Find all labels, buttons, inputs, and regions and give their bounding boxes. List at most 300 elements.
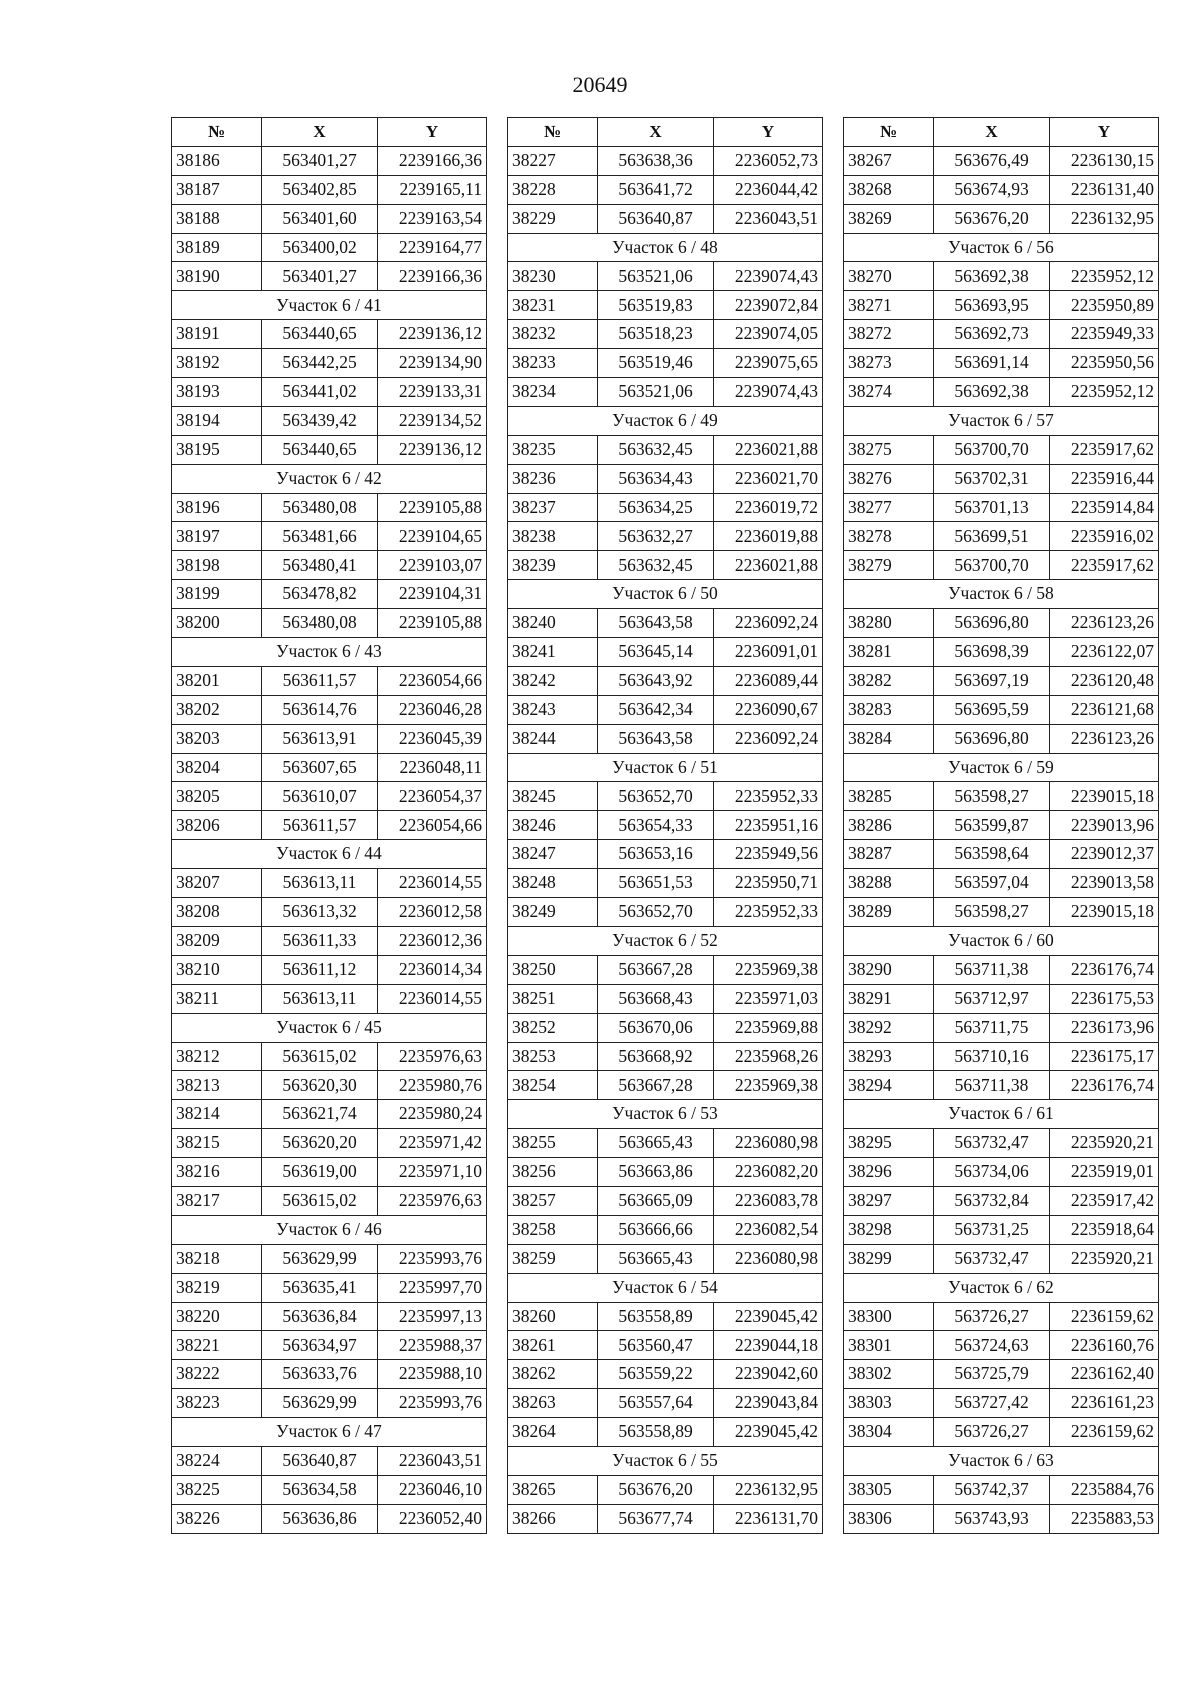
table-row [172,1389,487,1418]
table-row [172,320,487,349]
y-coordinate-cell: 2239105,88 [378,493,487,522]
x-coordinate-cell: 563743,93 [934,1504,1050,1533]
y-coordinate-cell: 2239074,43 [714,262,823,291]
table-row [172,1186,487,1215]
y-coordinate-cell: 2236162,40 [1050,1360,1159,1389]
y-coordinate-cell: 2236082,54 [714,1215,823,1244]
x-coordinate-cell: 563611,33 [262,926,378,955]
y-coordinate-cell: 2235916,02 [1050,522,1159,551]
y-coordinate-cell: 2236046,10 [378,1475,487,1504]
y-coordinate-cell: 2235993,76 [378,1244,487,1273]
section-label: Участок 6 / 43 [172,638,487,667]
point-number-cell: 38242 [508,666,598,695]
table-row [844,984,1159,1013]
table-header-row [172,118,487,147]
x-coordinate-cell: 563695,59 [934,695,1050,724]
point-number-cell: 38259 [508,1244,598,1273]
y-coordinate-cell: 2236090,67 [714,695,823,724]
point-number-cell: 38251 [508,984,598,1013]
y-coordinate-cell: 2235952,33 [714,782,823,811]
x-coordinate-cell: 563712,97 [934,984,1050,1013]
table-row [844,898,1159,927]
y-coordinate-cell: 2236175,53 [1050,984,1159,1013]
point-number-cell: 38263 [508,1389,598,1418]
y-coordinate-cell: 2235988,37 [378,1331,487,1360]
x-coordinate-cell: 563400,02 [262,233,378,262]
y-coordinate-cell: 2235952,33 [714,898,823,927]
table-row [844,146,1159,175]
section-row [508,753,823,782]
table-body [172,146,487,1533]
table-row [172,378,487,407]
point-number-cell: 38283 [844,695,934,724]
x-coordinate-cell: 563480,08 [262,493,378,522]
y-coordinate-cell: 2236132,95 [1050,204,1159,233]
coordinates-table-3 [843,117,1159,1534]
x-coordinate-cell: 563439,42 [262,406,378,435]
x-coordinate-cell: 563667,28 [598,1071,714,1100]
point-number-cell: 38216 [172,1158,262,1187]
x-coordinate-cell: 563696,80 [934,724,1050,753]
coordinates-table-2 [507,117,823,1534]
table-row [844,349,1159,378]
x-coordinate-cell: 563665,09 [598,1186,714,1215]
table-row [508,1129,823,1158]
point-number-cell: 38295 [844,1129,934,1158]
section-row [508,580,823,609]
table-row [844,840,1159,869]
table-row [172,1360,487,1389]
table-row [844,1186,1159,1215]
x-coordinate-cell: 563607,65 [262,753,378,782]
section-label: Участок 6 / 50 [508,580,823,609]
y-coordinate-cell: 2236092,24 [714,724,823,753]
x-coordinate-cell: 563734,06 [934,1158,1050,1187]
x-coordinate-cell: 563692,73 [934,320,1050,349]
table-row [508,1302,823,1331]
x-coordinate-cell: 563697,19 [934,666,1050,695]
coordinates-table-1 [171,117,487,1534]
x-coordinate-cell: 563641,72 [598,175,714,204]
y-coordinate-cell: 2236044,42 [714,175,823,204]
y-coordinate-cell: 2236123,26 [1050,609,1159,638]
point-number-cell: 38224 [172,1446,262,1475]
y-coordinate-cell: 2236014,55 [378,869,487,898]
y-coordinate-cell: 2235976,63 [378,1186,487,1215]
column-header-y: Y [1050,118,1159,147]
point-number-cell: 38298 [844,1215,934,1244]
x-coordinate-cell: 563726,27 [934,1418,1050,1447]
table-row [844,1158,1159,1187]
x-coordinate-cell: 563634,97 [262,1331,378,1360]
x-coordinate-cell: 563674,93 [934,175,1050,204]
point-number-cell: 38219 [172,1273,262,1302]
table-row [508,1475,823,1504]
table-row [508,1042,823,1071]
x-coordinate-cell: 563692,38 [934,262,1050,291]
point-number-cell: 38218 [172,1244,262,1273]
y-coordinate-cell: 2239045,42 [714,1418,823,1447]
y-coordinate-cell: 2239136,12 [378,320,487,349]
x-coordinate-cell: 563521,06 [598,262,714,291]
point-number-cell: 38194 [172,406,262,435]
x-coordinate-cell: 563635,41 [262,1273,378,1302]
point-number-cell: 38225 [172,1475,262,1504]
table-row [844,1389,1159,1418]
x-coordinate-cell: 563643,58 [598,724,714,753]
x-coordinate-cell: 563480,41 [262,551,378,580]
y-coordinate-cell: 2235969,38 [714,955,823,984]
x-coordinate-cell: 563666,66 [598,1215,714,1244]
section-label: Участок 6 / 46 [172,1215,487,1244]
table-row [172,406,487,435]
x-coordinate-cell: 563402,85 [262,175,378,204]
table-row [844,320,1159,349]
table-row [508,869,823,898]
point-number-cell: 38240 [508,609,598,638]
column-header-number: № [508,118,598,147]
x-coordinate-cell: 563560,47 [598,1331,714,1360]
y-coordinate-cell: 2236054,37 [378,782,487,811]
y-coordinate-cell: 2235920,21 [1050,1129,1159,1158]
y-coordinate-cell: 2236080,98 [714,1244,823,1273]
y-coordinate-cell: 2235993,76 [378,1389,487,1418]
section-label: Участок 6 / 58 [844,580,1159,609]
table-row [844,1042,1159,1071]
point-number-cell: 38253 [508,1042,598,1071]
point-number-cell: 38281 [844,638,934,667]
y-coordinate-cell: 2235968,26 [714,1042,823,1071]
table-row [508,782,823,811]
x-coordinate-cell: 563634,43 [598,464,714,493]
table-row [172,1475,487,1504]
x-coordinate-cell: 563654,33 [598,811,714,840]
point-number-cell: 38190 [172,262,262,291]
y-coordinate-cell: 2239013,58 [1050,869,1159,898]
table-row [508,464,823,493]
table-row [508,320,823,349]
table-row [508,1360,823,1389]
point-number-cell: 38233 [508,349,598,378]
table-row [844,175,1159,204]
table-row [844,493,1159,522]
x-coordinate-cell: 563599,87 [934,811,1050,840]
section-label: Участок 6 / 53 [508,1100,823,1129]
table-body [508,146,823,1533]
y-coordinate-cell: 2239166,36 [378,146,487,175]
point-number-cell: 38234 [508,378,598,407]
x-coordinate-cell: 563440,65 [262,320,378,349]
table-row [508,1331,823,1360]
x-coordinate-cell: 563636,86 [262,1504,378,1533]
x-coordinate-cell: 563441,02 [262,378,378,407]
point-number-cell: 38193 [172,378,262,407]
y-coordinate-cell: 2236159,62 [1050,1418,1159,1447]
table-row [508,1215,823,1244]
point-number-cell: 38290 [844,955,934,984]
y-coordinate-cell: 2235980,76 [378,1071,487,1100]
x-coordinate-cell: 563598,27 [934,782,1050,811]
y-coordinate-cell: 2239133,31 [378,378,487,407]
x-coordinate-cell: 563621,74 [262,1100,378,1129]
point-number-cell: 38208 [172,898,262,927]
point-number-cell: 38262 [508,1360,598,1389]
table-row [844,869,1159,898]
section-label: Участок 6 / 49 [508,406,823,435]
table-row [508,811,823,840]
point-number-cell: 38202 [172,695,262,724]
y-coordinate-cell: 2235950,56 [1050,349,1159,378]
x-coordinate-cell: 563668,92 [598,1042,714,1071]
section-row [844,1273,1159,1302]
point-number-cell: 38210 [172,955,262,984]
point-number-cell: 38214 [172,1100,262,1129]
table-row [172,1273,487,1302]
y-coordinate-cell: 2236021,88 [714,435,823,464]
y-coordinate-cell: 2236132,95 [714,1475,823,1504]
section-label: Участок 6 / 63 [844,1446,1159,1475]
y-coordinate-cell: 2239105,88 [378,609,487,638]
y-coordinate-cell: 2236045,39 [378,724,487,753]
table-row [172,724,487,753]
point-number-cell: 38306 [844,1504,934,1533]
x-coordinate-cell: 563665,43 [598,1244,714,1273]
x-coordinate-cell: 563726,27 [934,1302,1050,1331]
table-row [844,638,1159,667]
section-row [508,1273,823,1302]
y-coordinate-cell: 2236083,78 [714,1186,823,1215]
point-number-cell: 38246 [508,811,598,840]
column-header-y: Y [378,118,487,147]
point-number-cell: 38269 [844,204,934,233]
y-coordinate-cell: 2236173,96 [1050,1013,1159,1042]
table-row [844,551,1159,580]
section-row [844,926,1159,955]
point-number-cell: 38187 [172,175,262,204]
table-row [172,926,487,955]
x-coordinate-cell: 563442,25 [262,349,378,378]
y-coordinate-cell: 2236054,66 [378,811,487,840]
point-number-cell: 38204 [172,753,262,782]
column-header-number: № [172,118,262,147]
y-coordinate-cell: 2235919,01 [1050,1158,1159,1187]
section-row [844,1446,1159,1475]
x-coordinate-cell: 563698,39 [934,638,1050,667]
section-row [172,1418,487,1447]
x-coordinate-cell: 563702,31 [934,464,1050,493]
table-row [508,724,823,753]
x-coordinate-cell: 563614,76 [262,695,378,724]
table-row [844,1504,1159,1533]
table-header-row [508,118,823,147]
point-number-cell: 38260 [508,1302,598,1331]
y-coordinate-cell: 2235917,62 [1050,435,1159,464]
y-coordinate-cell: 2235950,71 [714,869,823,898]
point-number-cell: 38217 [172,1186,262,1215]
x-coordinate-cell: 563711,75 [934,1013,1050,1042]
x-coordinate-cell: 563521,06 [598,378,714,407]
y-coordinate-cell: 2239136,12 [378,435,487,464]
x-coordinate-cell: 563519,83 [598,291,714,320]
table-row [508,175,823,204]
point-number-cell: 38211 [172,984,262,1013]
y-coordinate-cell: 2236043,51 [378,1446,487,1475]
point-number-cell: 38285 [844,782,934,811]
point-number-cell: 38201 [172,666,262,695]
x-coordinate-cell: 563731,25 [934,1215,1050,1244]
point-number-cell: 38288 [844,869,934,898]
x-coordinate-cell: 563643,58 [598,609,714,638]
table-row [508,638,823,667]
point-number-cell: 38293 [844,1042,934,1071]
point-number-cell: 38228 [508,175,598,204]
table-row [844,695,1159,724]
section-label: Участок 6 / 47 [172,1418,487,1447]
y-coordinate-cell: 2236160,76 [1050,1331,1159,1360]
section-label: Участок 6 / 59 [844,753,1159,782]
x-coordinate-cell: 563610,07 [262,782,378,811]
x-coordinate-cell: 563478,82 [262,580,378,609]
table-row [508,493,823,522]
point-number-cell: 38296 [844,1158,934,1187]
section-row [844,406,1159,435]
x-coordinate-cell: 563742,37 [934,1475,1050,1504]
point-number-cell: 38277 [844,493,934,522]
point-number-cell: 38278 [844,522,934,551]
y-coordinate-cell: 2236176,74 [1050,1071,1159,1100]
y-coordinate-cell: 2239012,37 [1050,840,1159,869]
y-coordinate-cell: 2235988,10 [378,1360,487,1389]
x-coordinate-cell: 563670,06 [598,1013,714,1042]
point-number-cell: 38261 [508,1331,598,1360]
table-row [172,204,487,233]
point-number-cell: 38303 [844,1389,934,1418]
table-row [172,1244,487,1273]
x-coordinate-cell: 563692,38 [934,378,1050,407]
y-coordinate-cell: 2236054,66 [378,666,487,695]
y-coordinate-cell: 2236052,40 [378,1504,487,1533]
x-coordinate-cell: 563642,34 [598,695,714,724]
section-row [844,233,1159,262]
y-coordinate-cell: 2236176,74 [1050,955,1159,984]
point-number-cell: 38270 [844,262,934,291]
point-number-cell: 38192 [172,349,262,378]
table-header-row [844,118,1159,147]
section-label: Участок 6 / 41 [172,291,487,320]
table-row [508,1244,823,1273]
x-coordinate-cell: 563640,87 [262,1446,378,1475]
x-coordinate-cell: 563613,91 [262,724,378,753]
table-row [844,291,1159,320]
table-row [508,1504,823,1533]
x-coordinate-cell: 563597,04 [934,869,1050,898]
x-coordinate-cell: 563700,70 [934,551,1050,580]
x-coordinate-cell: 563699,51 [934,522,1050,551]
y-coordinate-cell: 2235914,84 [1050,493,1159,522]
y-coordinate-cell: 2235997,13 [378,1302,487,1331]
point-number-cell: 38227 [508,146,598,175]
y-coordinate-cell: 2236091,01 [714,638,823,667]
y-coordinate-cell: 2236120,48 [1050,666,1159,695]
y-coordinate-cell: 2235971,10 [378,1158,487,1187]
y-coordinate-cell: 2235917,42 [1050,1186,1159,1215]
x-coordinate-cell: 563634,58 [262,1475,378,1504]
x-coordinate-cell: 563613,11 [262,869,378,898]
point-number-cell: 38255 [508,1129,598,1158]
table-row [844,1360,1159,1389]
section-row [172,840,487,869]
table-row [508,435,823,464]
x-coordinate-cell: 563598,64 [934,840,1050,869]
section-label: Участок 6 / 61 [844,1100,1159,1129]
y-coordinate-cell: 2239163,54 [378,204,487,233]
x-coordinate-cell: 563691,14 [934,349,1050,378]
x-coordinate-cell: 563652,70 [598,898,714,927]
y-coordinate-cell: 2239104,31 [378,580,487,609]
column-header-y: Y [714,118,823,147]
table-row [844,1071,1159,1100]
point-number-cell: 38189 [172,233,262,262]
y-coordinate-cell: 2236080,98 [714,1129,823,1158]
column-header-x: X [934,118,1050,147]
table-row [508,898,823,927]
x-coordinate-cell: 563651,53 [598,869,714,898]
x-coordinate-cell: 563667,28 [598,955,714,984]
y-coordinate-cell: 2236175,17 [1050,1042,1159,1071]
y-coordinate-cell: 2236092,24 [714,609,823,638]
table-row [508,1013,823,1042]
table-row [508,551,823,580]
y-coordinate-cell: 2239103,07 [378,551,487,580]
x-coordinate-cell: 563710,16 [934,1042,1050,1071]
section-label: Участок 6 / 48 [508,233,823,262]
point-number-cell: 38239 [508,551,598,580]
y-coordinate-cell: 2235976,63 [378,1042,487,1071]
y-coordinate-cell: 2235951,16 [714,811,823,840]
y-coordinate-cell: 2239015,18 [1050,898,1159,927]
x-coordinate-cell: 563636,84 [262,1302,378,1331]
table-row [844,666,1159,695]
point-number-cell: 38229 [508,204,598,233]
x-coordinate-cell: 563518,23 [598,320,714,349]
y-coordinate-cell: 2236014,55 [378,984,487,1013]
table-row [172,1129,487,1158]
y-coordinate-cell: 2235950,89 [1050,291,1159,320]
point-number-cell: 38199 [172,580,262,609]
column-header-number: № [844,118,934,147]
table-row [508,1186,823,1215]
table-row [508,984,823,1013]
table-row [508,146,823,175]
point-number-cell: 38244 [508,724,598,753]
y-coordinate-cell: 2239134,52 [378,406,487,435]
point-number-cell: 38267 [844,146,934,175]
section-label: Участок 6 / 54 [508,1273,823,1302]
y-coordinate-cell: 2236089,44 [714,666,823,695]
y-coordinate-cell: 2235997,70 [378,1273,487,1302]
table-row [508,204,823,233]
y-coordinate-cell: 2239044,18 [714,1331,823,1360]
point-number-cell: 38266 [508,1504,598,1533]
y-coordinate-cell: 2236019,88 [714,522,823,551]
y-coordinate-cell: 2236046,28 [378,695,487,724]
table-row [508,262,823,291]
point-number-cell: 38275 [844,435,934,464]
table-row [844,724,1159,753]
x-coordinate-cell: 563629,99 [262,1389,378,1418]
point-number-cell: 38287 [844,840,934,869]
table-row [172,551,487,580]
